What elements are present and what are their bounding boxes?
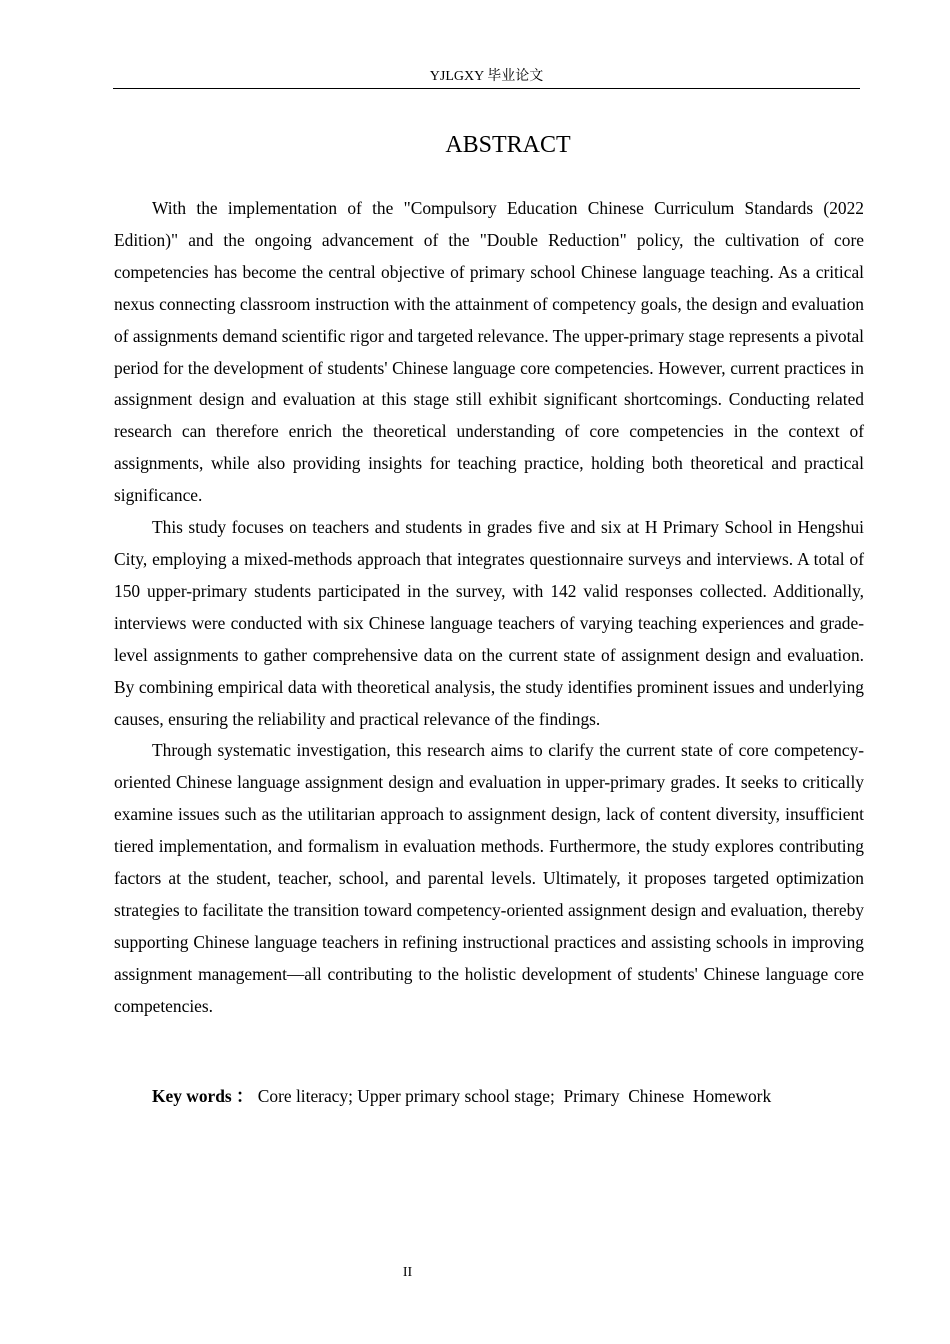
page-number: II — [402, 1265, 413, 1280]
header-divider — [113, 88, 860, 89]
running-header: YJLGXY 毕业论文 — [429, 69, 544, 84]
abstract-paragraph-1: With the implementation of the "Compulsory Education Chinese Curriculum Standards (2022 Edition)" and the ongoing advancement of the "Double Reduction" policy, the cultivation of core competencies has become the central objective of primary school Chinese language teaching. As a critical nexus connecting classroom instruction with the attainment of competency goals, the design and evaluation of assignments demand scientific rigor and targeted relevance. The upper-primary stage represents a pivotal period for the development of students' Chinese language core competencies. However, current practices in assignment design and evaluation at this stage still exhibit significant shortcomings. Conducting related research can therefore enrich the theoretical understanding of core competencies in the context of assignments, while also providing insights for teaching practice, holding both theoretical and practical significance. — [114, 198, 864, 506]
keywords-text: Core literacy; Upper primary school stage; Primary Chinese Homework — [253, 1086, 772, 1106]
keywords-separator: ： — [231, 1086, 254, 1106]
keywords-line — [114, 1083, 864, 1109]
keywords-label: Key words — [152, 1086, 232, 1106]
abstract-body — [114, 193, 864, 1023]
abstract-paragraph-2: This study focuses on teachers and students in grades five and six at H Primary School in Hengshui City, employing a mixed-methods approach that integrates questionnaire surveys and interviews. A total of 150 upper-primary students participated in the survey, with 142 valid responses collected. Additionally, interviews were conducted with six Chinese language teachers of varying teaching experiences and grade-level assignments to gather comprehensive data on the current state of assignment design and evaluation. By combining empirical data with theoretical analysis, the study identifies prominent issues and underlying causes, ensuring the reliability and practical relevance of the findings. — [114, 517, 864, 729]
abstract-title: ABSTRACT — [445, 132, 571, 158]
abstract-paragraph-3: Through systematic investigation, this research aims to clarify the current state of core competency-oriented Chinese language assignment design and evaluation in upper-primary grades. It seeks to critically examine issues such as the utilitarian approach to assignment design, lack of content diversity, insufficient tiered implementation, and formalism in evaluation methods. Furthermore, the study explores contributing factors at the student, teacher, school, and parental levels. Ultimately, it proposes targeted optimization strategies to facilitate the transition toward competency-oriented assignment design and evaluation, thereby supporting Chinese language teachers in refining instructional practices and assisting schools in improving assignment management—all contributing to the holistic development of students' Chinese language core competencies. — [114, 740, 864, 1016]
